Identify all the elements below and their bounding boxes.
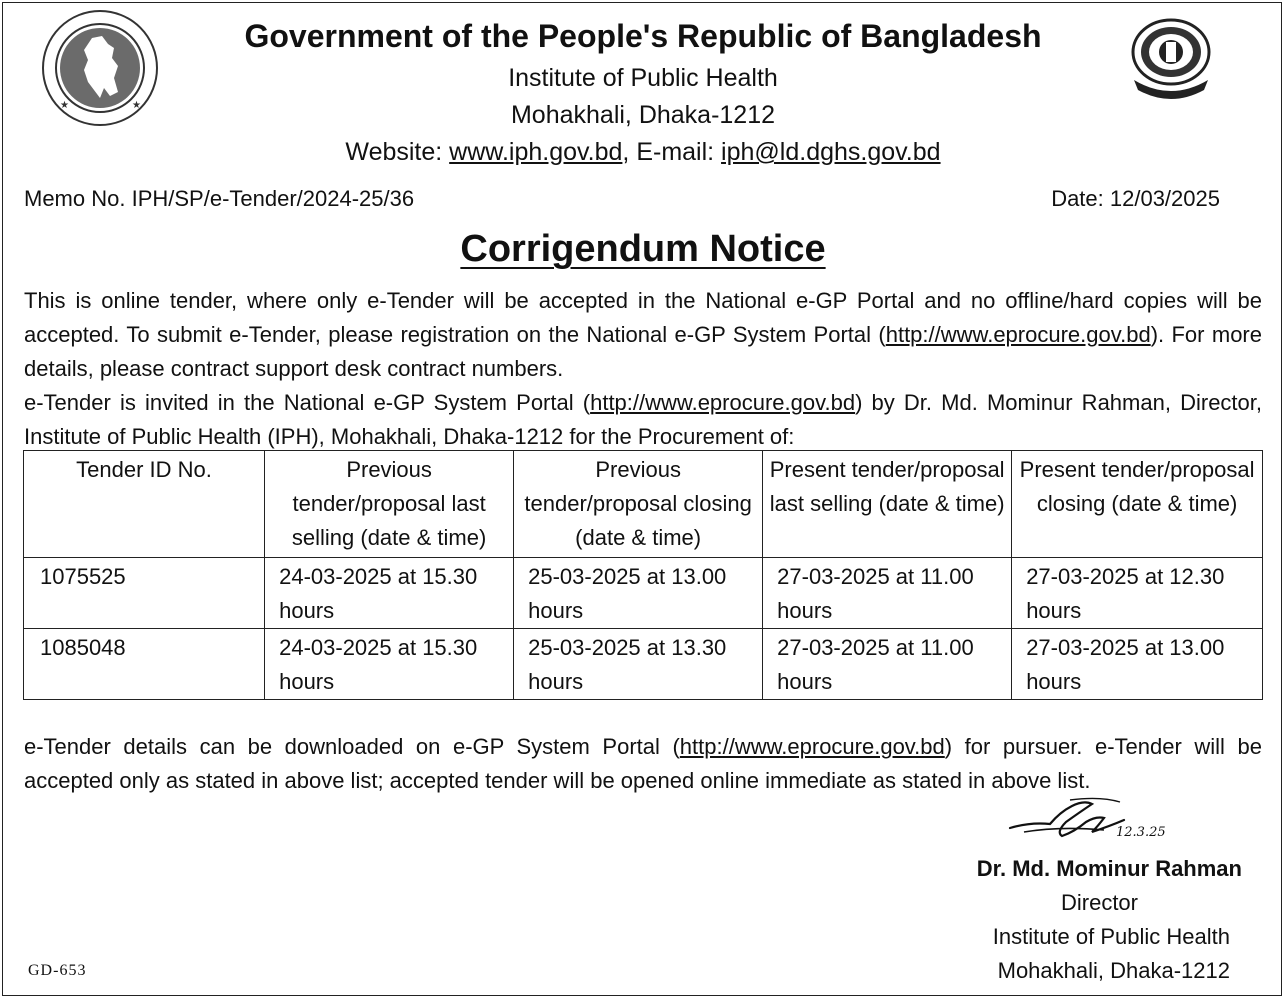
memo-date: Date: 12/03/2025 (1051, 186, 1220, 211)
prev-closing-cell: 25-03-2025 at 13.30 hours (514, 629, 763, 700)
website-link[interactable]: www.iph.gov.bd (449, 138, 623, 166)
prev-selling-cell: 24-03-2025 at 15.30 hours (265, 558, 514, 629)
signatory-address: Mohakhali, Dhaka-1212 (997, 958, 1230, 983)
prev-closing-cell: 25-03-2025 at 13.00 hours (514, 558, 763, 629)
signature-icon (1000, 792, 1180, 852)
download-portal-link[interactable]: http://www.eprocure.gov.bd (679, 734, 945, 759)
document-code: GD-653 (28, 962, 87, 979)
svg-text:★: ★ (132, 100, 141, 111)
tender-table (23, 450, 1263, 700)
bangladesh-government-seal-icon (40, 8, 160, 128)
contact-line (180, 138, 1106, 167)
download-paragraph (24, 730, 1262, 798)
signatory-institute: Institute of Public Health (992, 924, 1230, 949)
table-header-row (24, 451, 1263, 558)
notice-title (0, 228, 1286, 271)
present-selling-cell: 27-03-2025 at 11.00 hours (763, 629, 1012, 700)
download-text-2: ) for pursuer. e-Tender will be accepted only as stated in above list; accepted tender will be opened online immediate as stated in above list. (24, 734, 1262, 793)
present-selling-cell: 27-03-2025 at 11.00 hours (763, 558, 1012, 629)
signatory-name: Dr. Md. Mominur Rahman (976, 856, 1242, 881)
tender-id-cell: 1085048 (24, 629, 265, 700)
institute-name: Institute of Public Health (508, 64, 778, 92)
present-closing-cell: 27-03-2025 at 13.00 hours (1012, 629, 1263, 700)
intro-paragraph (24, 284, 1262, 386)
email-link[interactable]: iph@ld.dghs.gov.bd (721, 138, 941, 166)
government-title: Government of the People's Republic of Bangladesh (244, 18, 1042, 54)
table-row (24, 629, 1263, 700)
signature-date: 12.3.25 (1116, 825, 1166, 840)
invite-paragraph (24, 386, 1262, 454)
header-prev-closing: Previous tender/proposal closing (date & time) (514, 451, 763, 558)
header-prev-selling: Previous tender/proposal last selling (date & time) (265, 451, 514, 558)
email-label: , E-mail: (622, 138, 722, 166)
download-text-1: e-Tender details can be downloaded on e-GP System Portal ( (24, 734, 680, 759)
prev-selling-cell: 24-03-2025 at 15.30 hours (265, 629, 514, 700)
iph-emblem-icon (1126, 16, 1216, 102)
invite-text-1: e-Tender is invited in the National e-GP System Portal ( (24, 390, 591, 415)
present-closing-cell: 27-03-2025 at 12.30 hours (1012, 558, 1263, 629)
table-row (24, 558, 1263, 629)
intro-text-2: ). For more details, please contract support desk contract numbers. (24, 322, 1262, 381)
invite-portal-link[interactable]: http://www.eprocure.gov.bd (590, 390, 856, 415)
header-present-closing: Present tender/proposal closing (date & time) (1012, 451, 1263, 558)
website-label: Website: (345, 138, 450, 166)
tender-id-cell: 1075525 (24, 558, 265, 629)
institute-address: Mohakhali, Dhaka-1212 (510, 101, 776, 129)
notice-title-text: Corrigendum Notice (460, 228, 826, 270)
intro-text-1: This is online tender, where only e-Tender will be accepted in the National e-GP Portal and no offline/hard copies will be accepted. To submit e-Tender, please registration on the National e-GP System Portal ( (24, 288, 1262, 347)
header-present-selling: Present tender/proposal last selling (date & time) (763, 451, 1012, 558)
memo-number: Memo No. IPH/SP/e-Tender/2024-25/36 (24, 186, 415, 211)
invite-text-2: ) by Dr. Md. Mominur Rahman, Director, Institute of Public Health (IPH), Mohakhali, Dhaka-1212 for the Procurement of: (24, 390, 1262, 449)
header-tender-id: Tender ID No. (24, 451, 265, 558)
svg-text:★: ★ (60, 100, 69, 111)
signatory-designation: Director (1060, 890, 1138, 915)
intro-portal-link[interactable]: http://www.eprocure.gov.bd (885, 322, 1151, 347)
